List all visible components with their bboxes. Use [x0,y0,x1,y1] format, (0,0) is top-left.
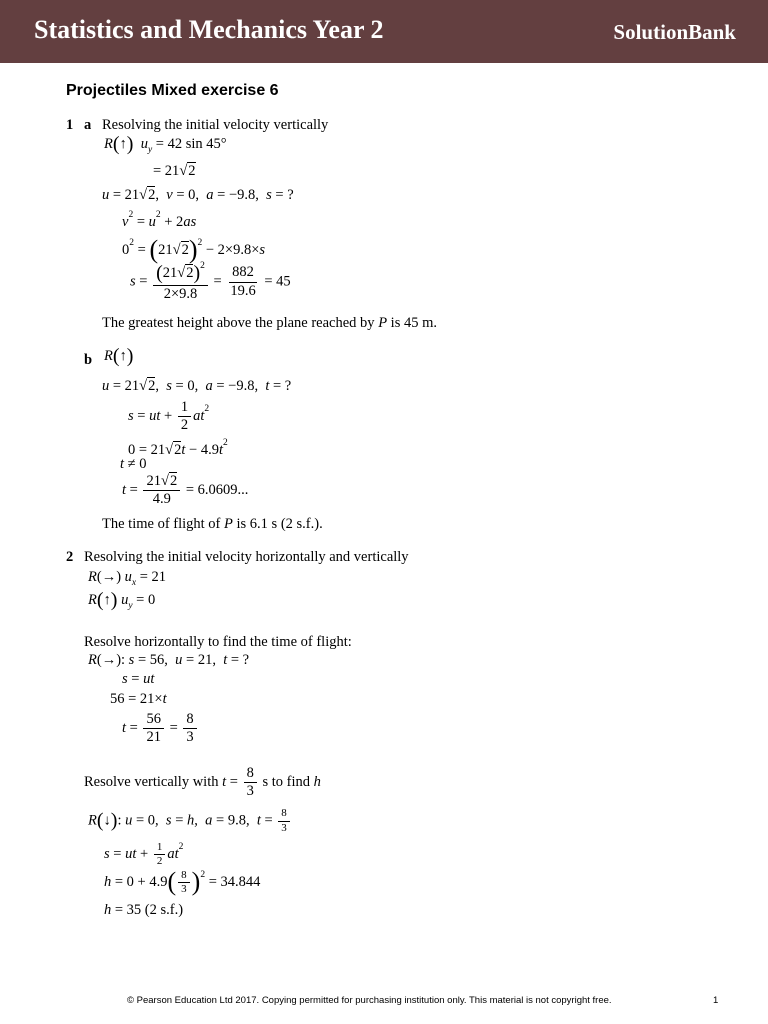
q2-equation-9: h = 0 + 4.9( $\frac{8}{3}$ )$^2$ = 34.844 [104,867,261,896]
q1a-conclusion: The greatest height above the plane reached by P is 45 m. [102,315,437,331]
q1b-conclusion: The time of flight of P is 6.1 s (2 s.f.). [102,516,323,532]
q2-horizontal-text: Resolve horizontally to find the time of flight: [84,634,352,650]
q1a-equation-6: s = $\frac{(21√2)^2}{2\times 9.8}$ = $\frac{882}{19.6}$ = 45 [130,261,291,302]
q2-equation-4: s = ut [122,671,155,687]
brand-name: SolutionBank [613,20,736,44]
q1b-equation-4: $0 = 21√2t - 4.9t^2$ [128,438,228,458]
question-1-number: 1 [66,117,74,133]
q2-equation-2: R(↑) $u_y = 0$ [88,589,156,611]
q2-equation-5: 56 = 21×t [110,691,167,707]
q1b-equation-2: u = 21√2, s = 0, a = −9.8, t = ? [102,378,292,394]
q1a-equation-3: u = 21√2, v = 0, a = −9.8, s = ? [102,187,294,203]
q2-equation-6: t = $\frac{56}{21}$ = $\frac{8}{3}$ [122,712,199,745]
q2-equation-7: R(↓): u = 0, s = h, a = 9.8, t = $\frac{8}{3}$ [88,808,292,834]
question-2-number: 2 [66,549,74,565]
q1b-equation-6: t = $\frac{21√2}{4.9}$ = 6.0609... [122,473,249,508]
q1b-equation-1: R(↑) [104,345,134,367]
question-1-part-b-label: b [84,352,93,368]
page-header [0,0,768,63]
q1a-intro-text: Resolving the initial velocity vertically [102,117,329,133]
q1b-equation-5: t ≠ 0 [120,456,147,472]
q1a-equation-1: R(↑) $u_y = 42$ sin 45° [104,133,227,155]
q2-equation-1: R(→) $u_x = 21$ [88,569,167,588]
q2-equation-8: s = ut + $\frac{1}{2}$ $at^2$ [104,840,184,868]
q2-equation-3: R(→): s = 56, u = 21, t = ? [88,652,250,668]
page-number: 1 [713,995,719,1006]
copyright-footer: © Pearson Education Ltd 2017. Copying permitted for purchasing institution only. This material is not copyright free. [127,995,612,1006]
q1a-equation-2: = 21√2 [153,163,196,179]
q2-vertical-text: Resolve vertically with t = $\frac{8}{3}$ s to find h [84,765,321,800]
q1a-equation-4: $v^2 = u^2 + 2as$ [122,210,197,230]
q1b-equation-3: s = ut + $\frac{1}{2}$ $at^2$ [128,399,210,434]
q1a-equation-5: $0^2 = (21√2)^2 - 2\times 9.8\times s$ [122,235,266,264]
question-1-part-a-label: a [84,117,92,133]
q2-equation-10: h = 35 (2 s.f.) [104,902,184,918]
book-title: Statistics and Mechanics Year 2 [34,15,384,44]
exercise-heading: Projectiles Mixed exercise 6 [66,82,279,99]
q2-intro-text: Resolving the initial velocity horizontally and vertically [84,549,409,565]
